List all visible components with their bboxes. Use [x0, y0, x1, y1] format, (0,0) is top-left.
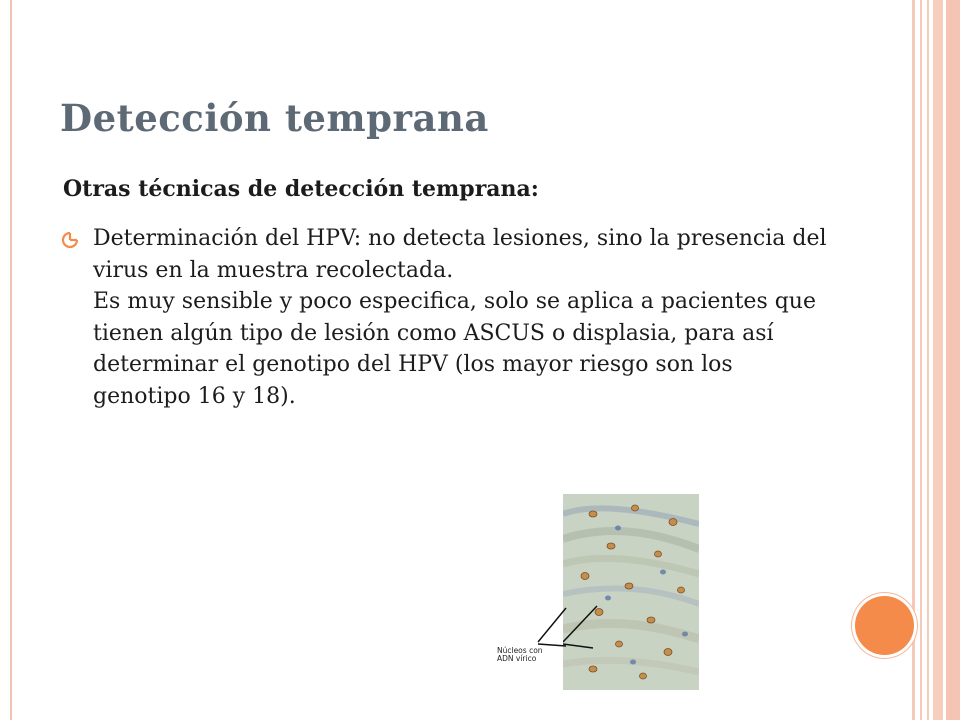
micrograph-image: [563, 494, 699, 690]
left-frame-line: [10, 0, 12, 720]
image-caption-line1: Núcleos con: [497, 646, 543, 655]
slide-subtitle: Otras técnicas de detección temprana:: [63, 176, 539, 202]
image-caption-line2: ADN vírico: [497, 654, 537, 663]
slide-title: Detección temprana: [60, 96, 489, 140]
decorative-orange-circle: [855, 596, 914, 655]
image-pointer-lines: [520, 600, 570, 650]
right-decorative-stripes: [912, 0, 960, 720]
bullet-item-hpv: Determinación del HPV: no detecta lesiones, sino la presencia del virus en la muestra recolectada. Es muy sensible y poco especifica, solo se aplica a pacientes que tienen algún tipo de lesión como ASCUS o displasia, para así determinar el genotipo del HPV (los mayor riesgo son los genotipo 16 y 18).: [93, 226, 827, 409]
bullet-icon: [60, 230, 80, 250]
